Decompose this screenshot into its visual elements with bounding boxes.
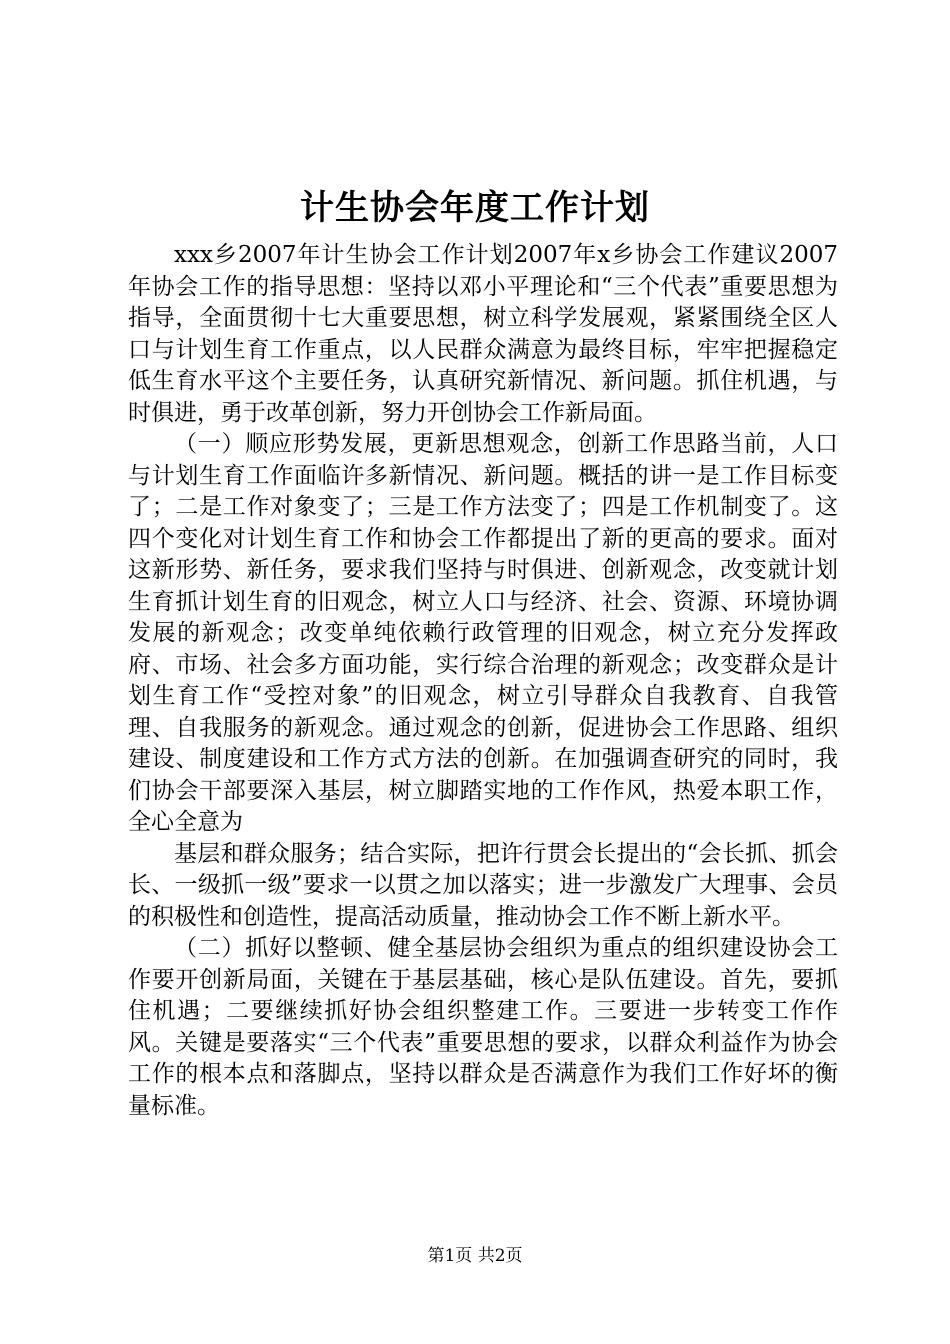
page-number-footer: 第1页 共2页 — [427, 1246, 523, 1266]
document-title: 计生协会年度工作计划 — [300, 188, 650, 228]
paragraph-section-one: （一）顺应形势发展，更新思想观念，创新工作思路当前，人口与计划生育工作面临许多新情况、新问题。概括的讲一是工作目标变了；二是工作对象变了；三是工作方法变了；四是工作机制变了。这四个变化对计划生育工作和协会工作都提出了新的更高的要求。面对这新形势、新任务，要求我们坚持与时俱进、创新观念，改变就计划生育抓计划生育的旧观念，树立人口与经济、社会、资源、环境协调发展的新观念；改变单纯依赖行政管理的旧观念，树立充分发挥政府、市场、社会多方面功能，实行综合治理的新观念；改变群众是计划生育工作“受控对象”的旧观念，树立引导群众自我教育、自我管理、自我服务的新观念。通过观念的创新，促进协会工作思路、组织建设、制度建设和工作方式方法的创新。在加强调查研究的同时，我们协会干部要深入基层，树立脚踏实地的工作作风，热爱本职工作，全心全意为 — [128, 431, 838, 835]
paragraph-intro: xxx乡2007年计生协会工作计划2007年x乡协会工作建议2007年协会工作的指导思想：坚持以邓小平理论和“三个代表”重要思想为指导，全面贯彻十七大重要思想，树立科学发展观，紧紧围绕全区人口与计划生育工作重点，以人民群众满意为最终目标，牢牢把握稳定低生育水平这个主要任务，认真研究新情况、新问题。抓住机遇，与时俱进，勇于改革创新，努力开创协会工作新局面。 — [128, 242, 838, 426]
document-body — [128, 240, 838, 1122]
paragraph-section-one-continued: 基层和群众服务；结合实际，把许行贯会长提出的“会长抓、抓会长、一级抓一级”要求一以贯之加以落实；进一步激发广大理事、会员的积极性和创造性，提高活动质量，推动协会工作不断上新水平。 — [128, 840, 838, 930]
paragraph-section-two: （二）抓好以整顿、健全基层协会组织为重点的组织建设协会工作要开创新局面，关键在于基层基础，核心是队伍建设。首先，要抓住机遇；二要继续抓好协会组织整建工作。三要进一步转变工作作风。关键是要落实“三个代表”重要思想的要求，以群众利益作为协会工作的根本点和落脚点，坚持以群众是否满意作为我们工作好坏的衡量标准。 — [128, 935, 838, 1119]
